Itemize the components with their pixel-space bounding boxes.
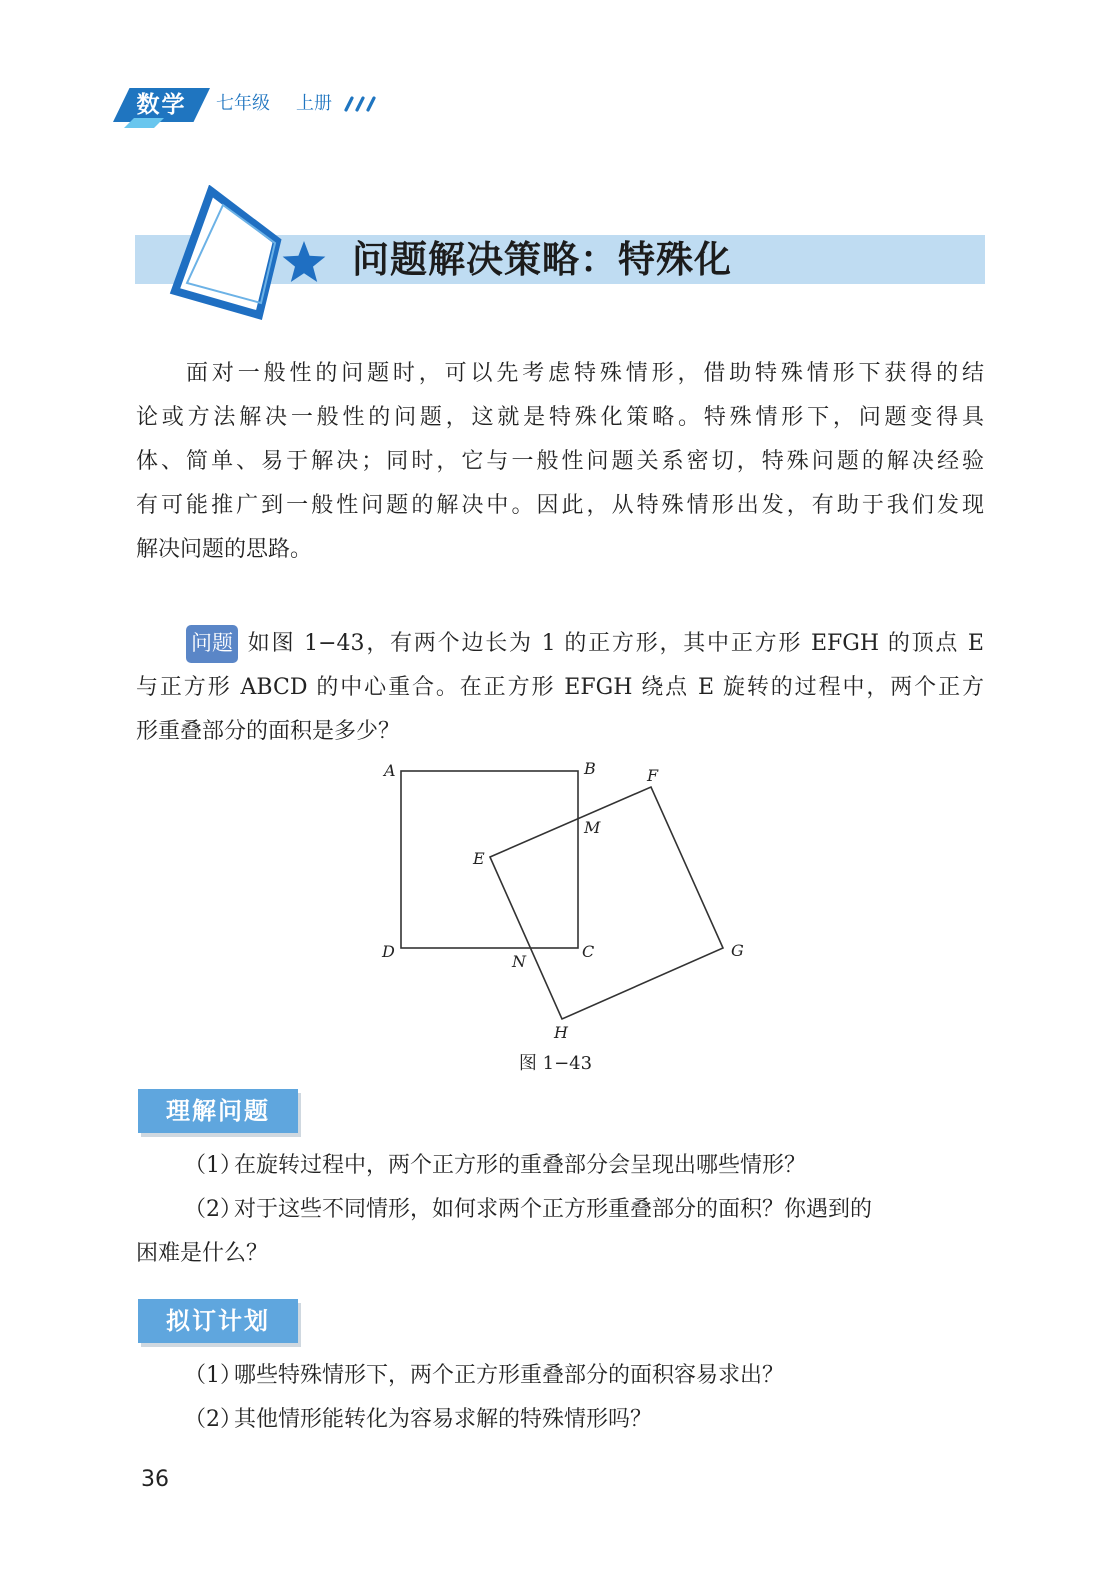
problem-text-1: 如图 1−43，有两个边长为 1 的正方形，其中正方形 EFGH 的顶点 E xyxy=(246,631,984,656)
plan-heading: 拟订计划 xyxy=(138,1299,298,1343)
label-g: G xyxy=(731,941,744,960)
section-title: 问题解决策略：特殊化 xyxy=(352,238,732,281)
understand-heading: 理解问题 xyxy=(138,1089,298,1133)
label-c: C xyxy=(582,942,595,961)
figure-caption: 图 1−43 xyxy=(518,1053,593,1074)
intro-line: 面对一般性的问题时，可以先考虑特殊情形，借助特殊情形下获得的结 xyxy=(186,361,984,386)
label-e: E xyxy=(473,849,485,868)
intro-line: 有可能推广到一般性问题的解决中。因此，从特殊情形出发，有助于我们发现 xyxy=(136,493,984,518)
intro-line: 解决问题的思路。 xyxy=(136,537,313,562)
header-subject: 数学 xyxy=(136,92,187,118)
header-grade: 七年级 xyxy=(216,93,270,114)
star-icon xyxy=(281,239,327,285)
problem-text-3: 形重叠部分的面积是多少？ xyxy=(136,719,401,744)
header-volume: 上册 xyxy=(296,93,332,114)
square-abcd xyxy=(401,771,578,948)
question-text: 哪些特殊情形下，两个正方形重叠部分的面积容易求出？ xyxy=(234,1363,785,1388)
question-number: （2） xyxy=(184,1197,242,1222)
understand-question-1 xyxy=(136,1144,984,1188)
label-d: D xyxy=(382,942,395,961)
question-number: （1） xyxy=(184,1363,242,1388)
intro-line: 论或方法解决一般性的问题，这就是特殊化策略。特殊情形下，问题变得具 xyxy=(136,405,984,430)
understand-question-2 xyxy=(136,1188,984,1232)
plan-question-2 xyxy=(136,1398,984,1442)
question-number: （2） xyxy=(184,1407,242,1432)
label-n: N xyxy=(512,952,526,971)
problem-tag: 问题 xyxy=(186,625,238,663)
label-m: M xyxy=(584,818,601,837)
problem-line xyxy=(136,622,984,666)
question-text: 对于这些不同情形，如何求两个正方形重叠部分的面积？你遇到的 xyxy=(234,1197,873,1222)
slashes-icon xyxy=(344,96,380,112)
question-text: 在旋转过程中，两个正方形的重叠部分会呈现出哪些情形？ xyxy=(234,1153,807,1178)
understand-question-2-cont: 困难是什么？ xyxy=(136,1241,269,1266)
question-number: （1） xyxy=(184,1153,242,1178)
problem-text-2: 与正方形 ABCD 的中心重合。在正方形 EFGH 绕点 E 旋转的过程中，两个正方 xyxy=(136,675,984,700)
square-efgh xyxy=(490,787,723,1019)
plan-question-1 xyxy=(136,1354,984,1398)
page-number: 36 xyxy=(141,1467,169,1492)
intro-paragraph xyxy=(136,352,984,572)
label-f: F xyxy=(647,766,659,785)
question-text: 其他情形能转化为容易求解的特殊情形吗？ xyxy=(234,1407,653,1432)
label-b: B xyxy=(584,759,596,778)
problem-paragraph xyxy=(136,622,984,754)
intro-line: 体、简单、易于解决；同时，它与一般性问题关系密切，特殊问题的解决经验 xyxy=(136,449,984,474)
label-h: H xyxy=(554,1023,568,1042)
label-a: A xyxy=(384,761,396,780)
